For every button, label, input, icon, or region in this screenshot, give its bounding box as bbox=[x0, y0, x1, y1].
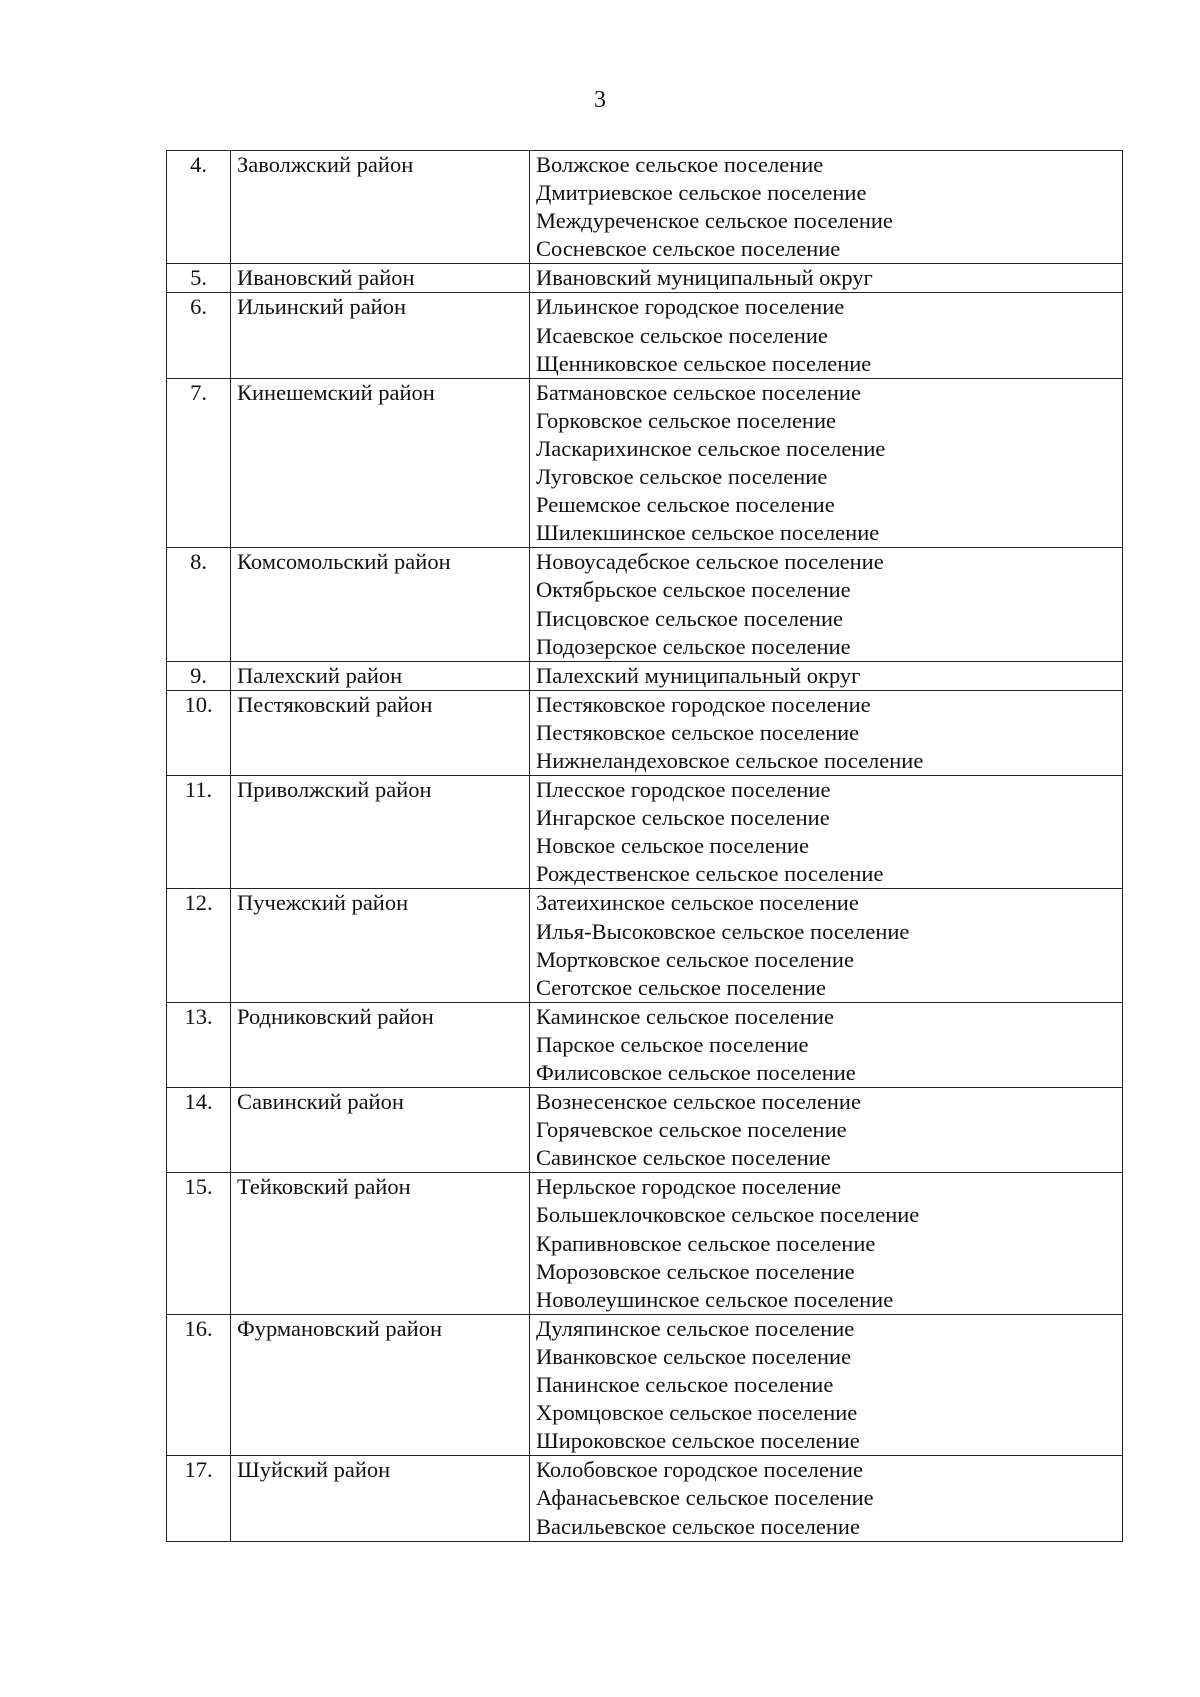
settlement-name: Пестяковское городское поселение bbox=[536, 691, 871, 717]
settlement-name: Вознесенское сельское поселение bbox=[536, 1089, 861, 1115]
settlement-name: Хромцовское сельское поселение bbox=[536, 1400, 858, 1426]
row-number: 16. bbox=[167, 1314, 231, 1455]
settlement-name: Новолеушинское сельское поселение bbox=[536, 1286, 894, 1312]
settlement-name: Луговское сельское поселение bbox=[536, 464, 828, 490]
row-number: 5. bbox=[167, 264, 231, 293]
settlement-name: Нижнеландеховское сельское поселение bbox=[536, 747, 924, 773]
settlements-cell bbox=[530, 151, 1123, 264]
settlements-cell bbox=[530, 1456, 1123, 1541]
districts-table bbox=[166, 150, 1123, 1542]
table-row bbox=[167, 1173, 1123, 1314]
row-number: 12. bbox=[167, 889, 231, 1002]
district-name: Ильинский район bbox=[231, 293, 530, 378]
settlement-name: Дмитриевское сельское поселение bbox=[536, 180, 867, 206]
settlement-name: Горковское сельское поселение bbox=[536, 407, 837, 433]
district-name: Пучежский район bbox=[231, 889, 530, 1002]
settlements-cell bbox=[530, 548, 1123, 661]
settlements-cell bbox=[530, 293, 1123, 378]
settlements-cell bbox=[530, 776, 1123, 889]
settlement-name: Шилекшинское сельское поселение bbox=[536, 520, 880, 546]
table-row bbox=[167, 776, 1123, 889]
settlement-name: Парское сельское поселение bbox=[536, 1031, 809, 1057]
settlement-name: Иванковское сельское поселение bbox=[536, 1343, 852, 1369]
settlement-name: Широковское сельское поселение bbox=[536, 1428, 860, 1454]
settlement-name: Ласкарихинское сельское поселение bbox=[536, 435, 886, 461]
settlements-cell bbox=[530, 690, 1123, 775]
settlements-cell bbox=[530, 264, 1123, 293]
settlement-name: Сосневское сельское поселение bbox=[536, 236, 841, 262]
settlements-cell bbox=[530, 661, 1123, 690]
settlement-name: Горячевское сельское поселение bbox=[536, 1117, 847, 1143]
settlement-name: Нерльское городское поселение bbox=[536, 1174, 842, 1200]
settlement-name: Панинское сельское поселение bbox=[536, 1372, 834, 1398]
settlement-name: Колобовское городское поселение bbox=[536, 1457, 863, 1483]
table-row bbox=[167, 378, 1123, 548]
settlement-name: Палехский муниципальный округ bbox=[536, 662, 861, 688]
table-row bbox=[167, 661, 1123, 690]
district-name: Палехский район bbox=[231, 661, 530, 690]
table-row bbox=[167, 264, 1123, 293]
settlement-name: Писцовское сельское поселение bbox=[536, 605, 844, 631]
settlement-name: Филисовское сельское поселение bbox=[536, 1060, 856, 1085]
settlement-name: Ингарское сельское поселение bbox=[536, 805, 830, 831]
table-row bbox=[167, 1314, 1123, 1455]
settlement-name: Междуреченское сельское поселение bbox=[536, 208, 893, 234]
table-row bbox=[167, 1088, 1123, 1173]
row-number: 8. bbox=[167, 548, 231, 661]
settlements-cell bbox=[530, 1088, 1123, 1173]
settlement-name: Сеготское сельское поселение bbox=[536, 974, 826, 1000]
settlement-name: Волжское сельское поселение bbox=[536, 152, 824, 177]
settlements-cell bbox=[530, 1314, 1123, 1455]
district-name: Комсомольский район bbox=[231, 548, 530, 661]
settlement-name: Подозерское сельское поселение bbox=[536, 633, 851, 659]
settlements-cell bbox=[530, 889, 1123, 1002]
table-row bbox=[167, 1002, 1123, 1087]
row-number: 4. bbox=[167, 151, 231, 264]
settlement-name: Морозовское сельское поселение bbox=[536, 1258, 855, 1284]
settlement-name: Васильевское сельское поселение bbox=[536, 1513, 860, 1539]
row-number: 6. bbox=[167, 293, 231, 378]
district-name: Фурмановский район bbox=[231, 1314, 530, 1455]
settlement-name: Плесское городское поселение bbox=[536, 777, 831, 803]
district-name: Савинский район bbox=[231, 1088, 530, 1173]
settlement-name: Затеихинское сельское поселение bbox=[536, 890, 859, 916]
row-number: 13. bbox=[167, 1002, 231, 1087]
district-name: Родниковский район bbox=[231, 1002, 530, 1087]
table-body bbox=[167, 151, 1123, 1542]
row-number: 10. bbox=[167, 690, 231, 775]
settlement-name: Большеклочковское сельское поселение bbox=[536, 1202, 920, 1228]
table-row bbox=[167, 293, 1123, 378]
table-row bbox=[167, 548, 1123, 661]
settlement-name: Афанасьевское сельское поселение bbox=[536, 1485, 874, 1511]
page-number: 3 bbox=[594, 87, 606, 113]
settlement-name: Пестяковское сельское поселение bbox=[536, 719, 860, 745]
district-name: Шуйский район bbox=[231, 1456, 530, 1541]
settlement-name: Илья-Высоковское сельское поселение bbox=[536, 918, 910, 944]
district-name: Кинешемский район bbox=[231, 378, 530, 548]
table-row bbox=[167, 1456, 1123, 1541]
settlement-name: Мортковское сельское поселение bbox=[536, 946, 854, 972]
district-name: Приволжский район bbox=[231, 776, 530, 889]
settlement-name: Рождественское сельское поселение bbox=[536, 861, 884, 887]
settlement-name: Ильинское городское поселение bbox=[536, 294, 845, 320]
settlements-cell bbox=[530, 1173, 1123, 1314]
settlement-name: Крапивновское сельское поселение bbox=[536, 1230, 876, 1256]
row-number: 14. bbox=[167, 1088, 231, 1173]
district-name: Тейковский район bbox=[231, 1173, 530, 1314]
row-number: 7. bbox=[167, 378, 231, 548]
settlements-cell bbox=[530, 378, 1123, 548]
row-number: 17. bbox=[167, 1456, 231, 1541]
district-name: Ивановский район bbox=[231, 264, 530, 293]
table-row bbox=[167, 690, 1123, 775]
table-row bbox=[167, 151, 1123, 264]
settlement-name: Ивановский муниципальный округ bbox=[536, 265, 873, 291]
settlement-name: Батмановское сельское поселение bbox=[536, 379, 861, 405]
row-number: 15. bbox=[167, 1173, 231, 1314]
district-name: Пестяковский район bbox=[231, 690, 530, 775]
settlement-name: Дуляпинское сельское поселение bbox=[536, 1315, 855, 1341]
settlement-name: Каминское сельское поселение bbox=[536, 1003, 834, 1029]
district-name: Заволжский район bbox=[231, 151, 530, 264]
settlement-name: Щенниковское сельское поселение bbox=[536, 350, 872, 376]
settlement-name: Октябрьское сельское поселение bbox=[536, 577, 851, 603]
settlement-name: Решемское сельское поселение bbox=[536, 492, 835, 518]
row-number: 9. bbox=[167, 661, 231, 690]
settlement-name: Новоусадебское сельское поселение bbox=[536, 549, 884, 575]
settlements-cell bbox=[530, 1002, 1123, 1087]
table-row bbox=[167, 889, 1123, 1002]
settlement-name: Новское сельское поселение bbox=[536, 833, 809, 859]
row-number: 11. bbox=[167, 776, 231, 889]
settlement-name: Исаевское сельское поселение bbox=[536, 322, 828, 348]
settlement-name: Савинское сельское поселение bbox=[536, 1145, 831, 1171]
